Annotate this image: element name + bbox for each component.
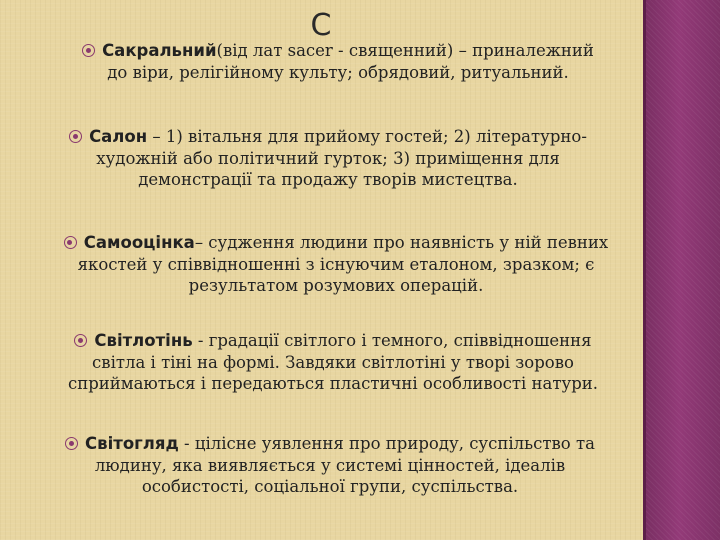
bullet-icon [65, 437, 78, 450]
decorative-sidebar [643, 0, 720, 540]
slide-title: С [310, 8, 333, 43]
entry-term: Салон [89, 127, 148, 146]
glossary-entry-salon [48, 126, 608, 191]
bullet-icon [69, 130, 82, 143]
entry-term: Самооцінка [83, 233, 195, 252]
bullet-icon [82, 44, 95, 57]
bullet-icon [64, 236, 77, 249]
glossary-entry-chiaroscuro [48, 330, 618, 395]
entry-term: Сакральний [102, 41, 217, 60]
entry-definition: - цілісне уявлення про природу, суспільство та людину, яка виявляється у системі цінностей, ідеалів особистості, соціальної групи, суспільства. [94, 434, 595, 496]
bullet-icon [74, 334, 87, 347]
entry-definition: (від лат sacer - священний) – приналежний до віри, релігійному культу; обрядовий, ритуальний. [107, 41, 594, 82]
entry-definition: - градації світлого і темного, співвідношення світла і тіні на формі. Завдяки світлотіні у творі зорово сприймаються і передаються пластичні особливості натури. [67, 331, 599, 393]
entry-definition: – судження людини про наявність у ній певних якостей у співвідношенні з існуючим еталоном, зразком; є результатом розумових операцій. [77, 233, 609, 295]
entry-definition: – 1) вітальня для прийому гостей; 2) літературно-художній або політичний гурток; 3) приміщення для демонстрації та продажу творів мистецтва. [96, 127, 587, 189]
entry-term: Світогляд [85, 434, 179, 453]
glossary-entry-sacral [78, 40, 598, 83]
glossary-entry-worldview [42, 433, 618, 498]
glossary-entry-self-esteem [42, 232, 630, 297]
entry-term: Світлотінь [94, 331, 193, 350]
